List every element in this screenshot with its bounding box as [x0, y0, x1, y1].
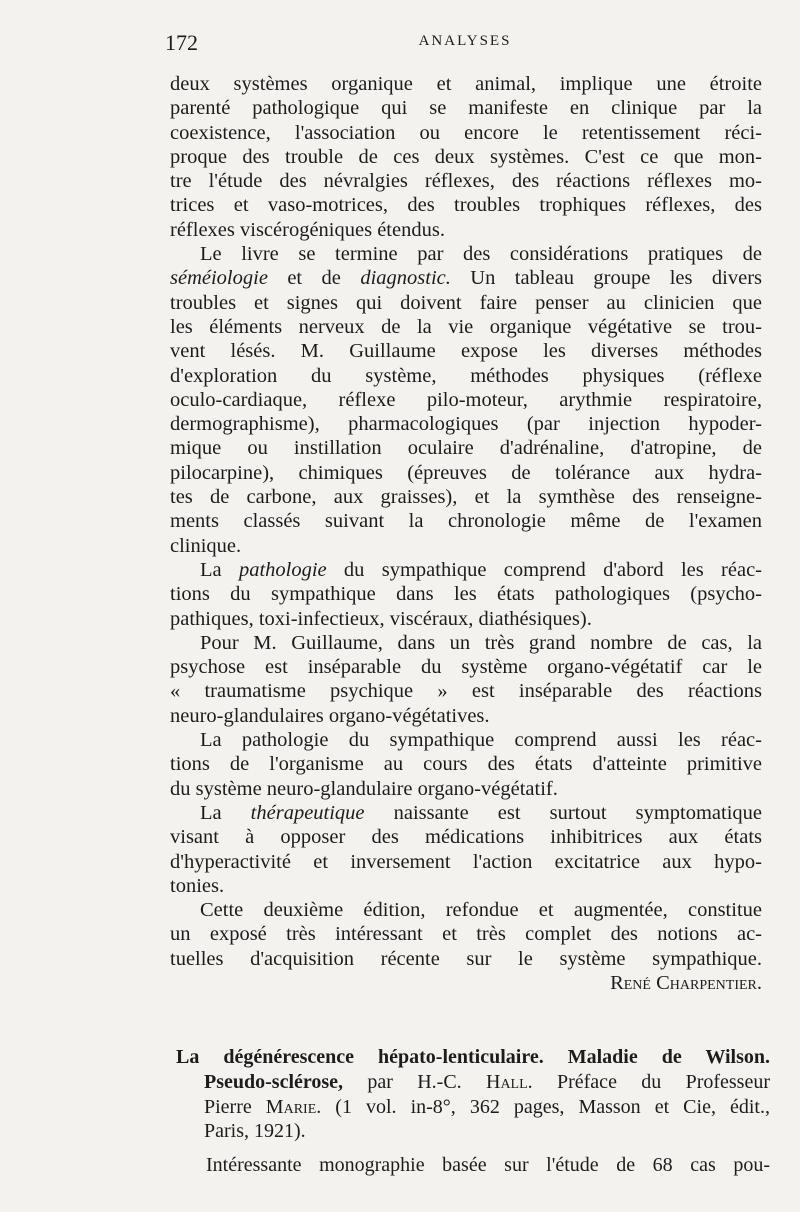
book-citation-line: [176, 1095, 770, 1120]
emphasis: pathologie: [238, 558, 327, 581]
emphasis: thérapeutique: [250, 801, 365, 824]
book-citation-line: Paris, 1921).: [204, 1120, 306, 1143]
text-line: tre l'étude des névralgies réflexes, des réactions réflexes mo-: [170, 170, 762, 193]
text-line: [170, 801, 762, 825]
text-line: pathiques, toxi-infectieux, viscéraux, diathésiques).: [170, 607, 592, 630]
text-line: d'hyperactivité et inversement l'action excitatrice aux hypo-: [170, 850, 762, 873]
text-line: tonies.: [170, 874, 225, 897]
page-number: 172: [165, 30, 198, 55]
emphasis: séméiologie: [170, 267, 268, 290]
text-line: parenté pathologique qui se manifeste en clinique par la: [170, 97, 762, 120]
text-line: psychose est inséparable du système organo-végétatif car le: [170, 656, 762, 679]
text-line: Pour M. Guillaume, dans un très grand nombre de cas, la: [200, 631, 762, 654]
book-citation-line: [176, 1070, 770, 1095]
text-line: proque des trouble de ces deux systèmes. C'est ce que mon-: [170, 145, 762, 168]
text-line: coexistence, l'association ou encore le retentissement réci-: [170, 121, 762, 144]
text-line: trices et vaso-motrices, des troubles trophiques réflexes, des: [170, 194, 762, 217]
text-line: les éléments nerveux de la vie organique végétative se trou-: [170, 315, 762, 338]
text-line: Le livre se termine par des considérations pratiques de: [200, 243, 762, 266]
text-line: dermographisme), pharmacologiques (par injection hypoder-: [170, 413, 762, 436]
text-line: neuro-glandulaires organo-végétatives.: [170, 704, 490, 727]
text-run: et de: [267, 267, 361, 290]
running-title: ANALYSES: [418, 33, 512, 49]
book-title: La dégénérescence hépato-lenticulaire. Maladie de Wilson.: [176, 1046, 770, 1068]
text-line: mique ou instillation oculaire d'adrénaline, d'atropine, de: [170, 437, 762, 460]
text-line: « traumatisme psychique » est inséparable des réactions: [170, 680, 762, 703]
text-run: (1 vol. in-8°, 362 pages, Masson et Cie, édit.,: [321, 1095, 770, 1118]
text-run: Préface du Professeur: [532, 1070, 771, 1093]
text-line: vent lésés. M. Guillaume expose les diverses méthodes: [170, 340, 762, 363]
author-name: Hall.: [486, 1070, 533, 1093]
review-text-1: [170, 72, 762, 995]
text-line: du système neuro-glandulaire organo-végétatif.: [170, 777, 558, 800]
text-line: clinique.: [170, 534, 242, 557]
text-line: troubles et signes qui doivent faire penser au clinicien que: [170, 291, 762, 314]
text-line: deux systèmes organique et animal, implique une étroite: [170, 73, 762, 95]
text-line: tes de carbone, aux graisses), et la symthèse des renseigne-: [170, 486, 762, 509]
text-line: oculo-cardiaque, réflexe pilo-moteur, arythmie respiratoire,: [170, 388, 762, 411]
text-line: visant à opposer des médications inhibitrices aux états: [170, 826, 762, 849]
text-line: La pathologie du sympathique comprend aussi les réac-: [200, 729, 762, 752]
text-run: Un tableau groupe les divers: [450, 267, 762, 290]
text-line: réflexes viscérogéniques étendus.: [170, 218, 445, 241]
text-run: Pseudo-sclérose,: [204, 1070, 344, 1093]
text-line: d'exploration du système, méthodes physiques (réflexe: [170, 364, 762, 387]
page-header: [165, 30, 765, 60]
text-run: La: [200, 801, 251, 824]
text-run: du sympathique comprend d'abord les réac-: [326, 558, 763, 581]
text-line: [170, 558, 762, 582]
review-entry-2: [176, 1045, 770, 1178]
text-run: Pierre: [204, 1095, 266, 1118]
text-line: [170, 266, 762, 290]
reviewer-signature: René Charpentier.: [610, 971, 762, 994]
text-run: La: [200, 558, 239, 581]
text-run: par H.-C.: [343, 1070, 486, 1093]
text-line: un exposé très intéressant et très complet des notions ac-: [170, 923, 762, 946]
text-line: tions du sympathique dans les états pathologiques (psycho-: [170, 583, 762, 606]
preface-author-name: Marie.: [265, 1095, 322, 1118]
text-line: Intéressante monographie basée sur l'étude de 68 cas pou-: [206, 1154, 770, 1177]
emphasis: diagnostic.: [360, 267, 451, 290]
text-line: Cette deuxième édition, refondue et augmentée, constitue: [200, 899, 762, 922]
text-line: tuelles d'acquisition récente sur le système sympathique.: [170, 947, 762, 970]
text-line: pilocarpine), chimiques (épreuves de tolérance aux hydra-: [170, 461, 762, 484]
text-run: naissante est surtout symptomatique: [364, 801, 762, 824]
text-line: tions de l'organisme au cours des états d'atteinte primitive: [170, 753, 762, 776]
text-line: ments classés suivant la chronologie même de l'examen: [170, 510, 762, 533]
